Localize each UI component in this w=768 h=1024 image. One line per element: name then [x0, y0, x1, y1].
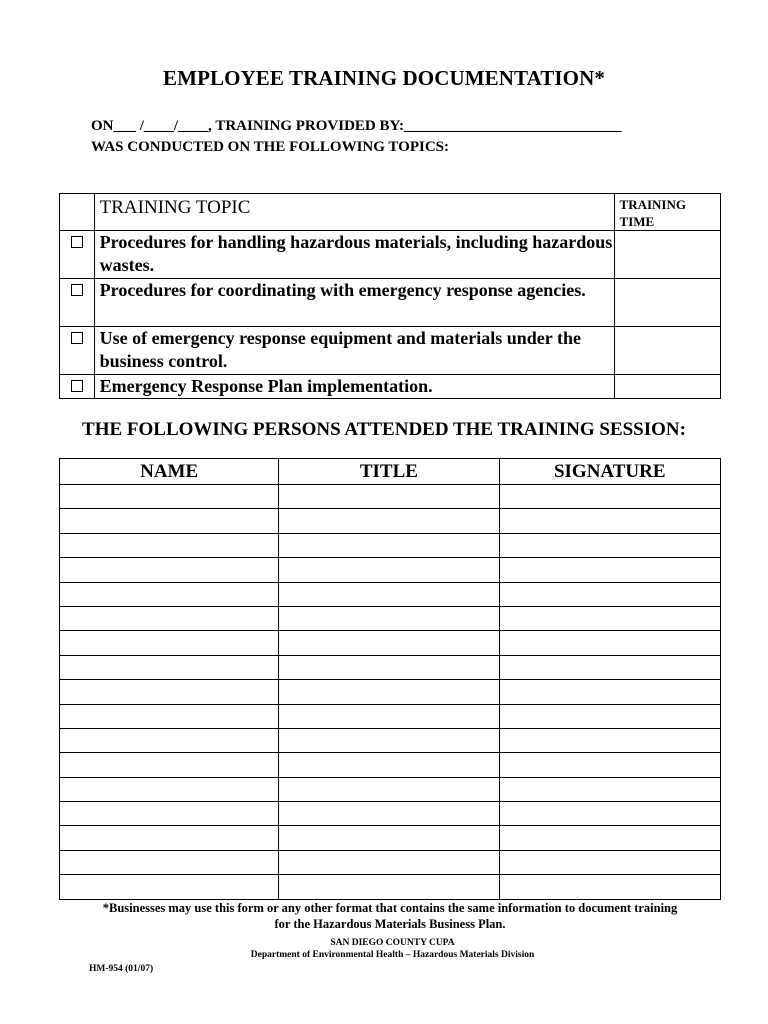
checkbox-icon[interactable]: [71, 284, 83, 296]
signature-cell[interactable]: [499, 850, 721, 874]
topic-label: Procedures for coordinating with emergency response agencies.: [94, 279, 614, 327]
table-row: [60, 777, 721, 801]
name-cell[interactable]: [60, 875, 279, 899]
signature-cell[interactable]: [499, 606, 721, 630]
title-cell[interactable]: [279, 533, 499, 557]
title-cell[interactable]: [279, 655, 499, 679]
page-title: EMPLOYEE TRAINING DOCUMENTATION*: [163, 66, 605, 90]
training-topic-header: TRAINING TOPIC: [94, 194, 614, 231]
table-row: [60, 826, 721, 850]
name-cell[interactable]: [60, 558, 279, 582]
topic-row: [60, 327, 721, 375]
signature-cell[interactable]: [499, 680, 721, 704]
topic-label: Emergency Response Plan implementation.: [94, 375, 614, 399]
table-row: [60, 704, 721, 728]
topic-row: [60, 231, 721, 279]
name-cell[interactable]: [60, 680, 279, 704]
table-row: [60, 655, 721, 679]
name-cell[interactable]: [60, 606, 279, 630]
signature-cell[interactable]: [499, 655, 721, 679]
table-row: [60, 606, 721, 630]
training-time-header-line2: TIME: [619, 214, 655, 229]
checkbox-icon[interactable]: [71, 236, 83, 248]
name-cell[interactable]: [60, 533, 279, 557]
training-time-cell[interactable]: [614, 327, 720, 375]
table-row: [60, 485, 721, 509]
table-row: [60, 753, 721, 777]
checkbox-icon[interactable]: [71, 332, 83, 344]
attendees-table: [59, 458, 721, 900]
name-cell[interactable]: [60, 704, 279, 728]
title-cell[interactable]: [279, 850, 499, 874]
name-cell[interactable]: [60, 802, 279, 826]
training-time-cell[interactable]: [614, 231, 720, 279]
table-row: [60, 728, 721, 752]
signature-cell[interactable]: [499, 509, 721, 533]
name-cell[interactable]: [60, 777, 279, 801]
footnote-line1: *Businesses may use this form or any other format that contains the same information to document training: [102, 901, 678, 915]
title-cell[interactable]: [279, 704, 499, 728]
topic-checkbox-cell[interactable]: [60, 375, 95, 399]
name-column-header: NAME: [60, 459, 279, 485]
title-cell[interactable]: [279, 485, 499, 509]
training-topics-table: [59, 193, 721, 399]
title-cell[interactable]: [279, 777, 499, 801]
name-cell[interactable]: [60, 850, 279, 874]
topic-row: [60, 375, 721, 399]
topics-header-row: [60, 194, 721, 231]
attendees-header-row: [60, 459, 721, 485]
topics-intro-line: WAS CONDUCTED ON THE FOLLOWING TOPICS:: [91, 139, 449, 155]
signature-cell[interactable]: [499, 485, 721, 509]
title-cell[interactable]: [279, 606, 499, 630]
form-number: HM-954 (01/07): [89, 964, 154, 974]
checkbox-header-cell: [60, 194, 95, 231]
signature-cell[interactable]: [499, 558, 721, 582]
agency-block: [0, 937, 768, 961]
name-cell[interactable]: [60, 728, 279, 752]
signature-cell[interactable]: [499, 826, 721, 850]
table-row: [60, 558, 721, 582]
title-cell[interactable]: [279, 728, 499, 752]
name-cell[interactable]: [60, 631, 279, 655]
signature-cell[interactable]: [499, 728, 721, 752]
signature-column-header: SIGNATURE: [499, 459, 721, 485]
title-cell[interactable]: [279, 826, 499, 850]
table-row: [60, 802, 721, 826]
name-cell[interactable]: [60, 509, 279, 533]
topic-row: [60, 279, 721, 327]
name-cell[interactable]: [60, 826, 279, 850]
training-time-cell[interactable]: [614, 375, 720, 399]
table-row: [60, 875, 721, 899]
name-cell[interactable]: [60, 753, 279, 777]
footnote-line2: for the Hazardous Materials Business Plan.: [274, 917, 506, 931]
agency-division: Department of Environmental Health – Hazardous Materials Division: [250, 950, 535, 960]
training-time-header-line1: TRAINING: [619, 197, 686, 212]
name-cell[interactable]: [60, 655, 279, 679]
title-column-header: TITLE: [279, 459, 499, 485]
topic-checkbox-cell[interactable]: [60, 279, 95, 327]
title-cell[interactable]: [279, 631, 499, 655]
topic-checkbox-cell[interactable]: [60, 327, 95, 375]
training-time-header: [614, 194, 720, 231]
title-cell[interactable]: [279, 753, 499, 777]
topic-label: Procedures for handling hazardous materials, including hazardous wastes.: [94, 231, 614, 279]
table-row: [60, 680, 721, 704]
training-time-cell[interactable]: [614, 279, 720, 327]
signature-cell[interactable]: [499, 582, 721, 606]
title-cell[interactable]: [279, 875, 499, 899]
checkbox-icon[interactable]: [71, 380, 83, 392]
agency-name: SAN DIEGO COUNTY CUPA: [330, 938, 455, 948]
signature-cell[interactable]: [499, 875, 721, 899]
topic-label: Use of emergency response equipment and materials under the business control.: [94, 327, 614, 375]
title-cell[interactable]: [279, 802, 499, 826]
signature-cell[interactable]: [499, 753, 721, 777]
topic-checkbox-cell[interactable]: [60, 231, 95, 279]
footnote: [0, 900, 768, 932]
table-row: [60, 533, 721, 557]
training-date-provider-line[interactable]: ON___ /____/____, TRAINING PROVIDED BY:_____________________________: [91, 118, 622, 134]
title-cell[interactable]: [279, 558, 499, 582]
name-cell[interactable]: [60, 582, 279, 606]
signature-cell[interactable]: [499, 802, 721, 826]
title-cell[interactable]: [279, 509, 499, 533]
attendance-heading: THE FOLLOWING PERSONS ATTENDED THE TRAINING SESSION:: [82, 419, 686, 440]
name-cell[interactable]: [60, 485, 279, 509]
table-row: [60, 850, 721, 874]
table-row: [60, 582, 721, 606]
signature-cell[interactable]: [499, 631, 721, 655]
signature-cell[interactable]: [499, 533, 721, 557]
signature-cell[interactable]: [499, 704, 721, 728]
signature-cell[interactable]: [499, 777, 721, 801]
title-cell[interactable]: [279, 582, 499, 606]
table-row: [60, 509, 721, 533]
table-row: [60, 631, 721, 655]
title-cell[interactable]: [279, 680, 499, 704]
